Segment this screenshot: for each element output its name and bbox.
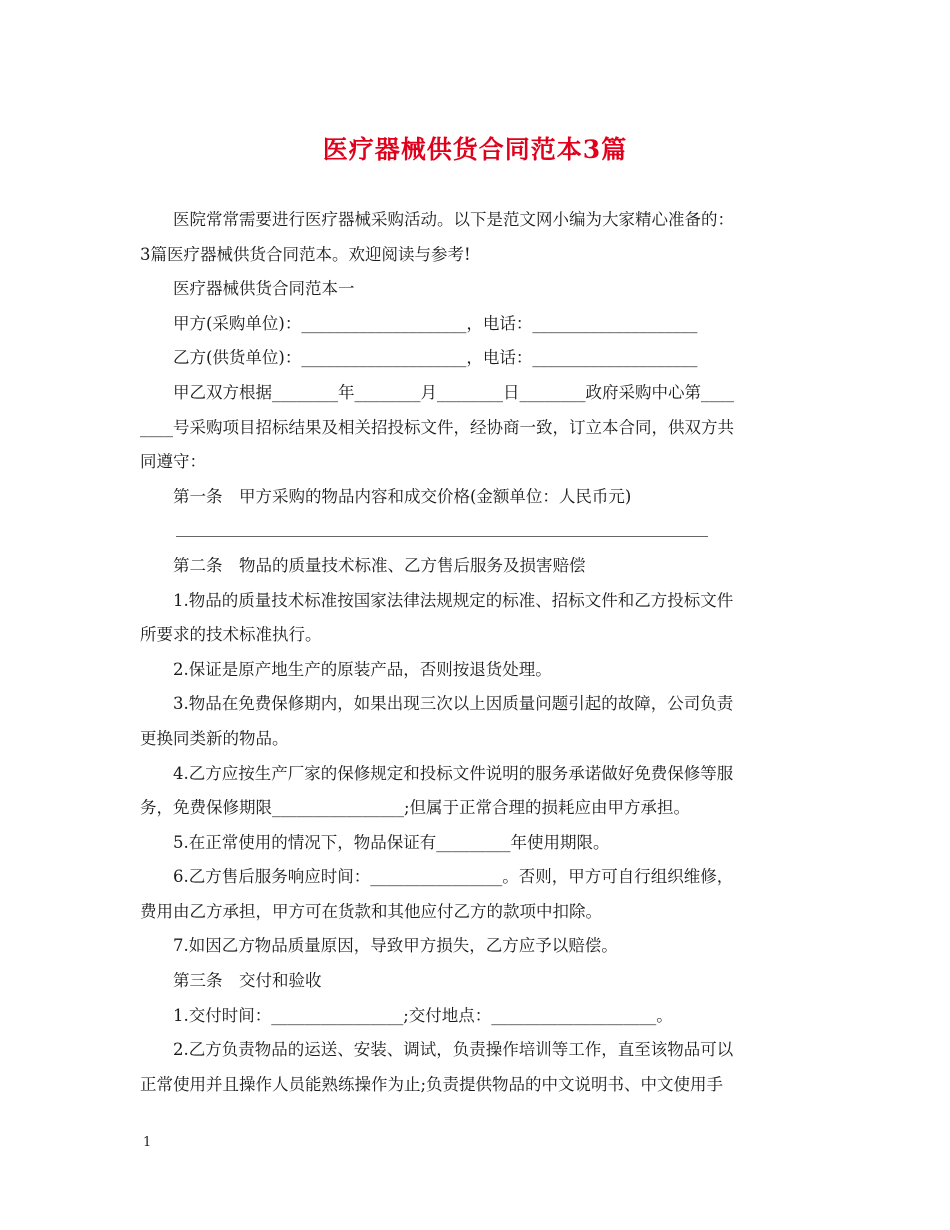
- page-number: 1: [143, 1135, 152, 1150]
- article-3-item-1: 1.交付时间：________________;交付地点：____________________。: [173, 1005, 673, 1025]
- article-2-item-1-line-2: 所要求的技术标准执行。: [140, 625, 322, 645]
- article-2-item-1-line-1: 1.物品的质量技术标准按国家法律法规规定的标准、招标文件和乙方投标文件: [173, 590, 734, 610]
- document-title: 医疗器械供货合同范本3篇: [322, 135, 628, 164]
- section-title: 医疗器械供货合同范本一: [173, 279, 355, 299]
- basis-line-3: 同遵守：: [140, 452, 206, 472]
- article-2-item-6-line-2: 费用由乙方承担，甲方可在货款和其他应付乙方的款项中扣除。: [140, 901, 602, 921]
- article-2-item-4-line-1: 4.乙方应按生产厂家的保修规定和投标文件说明的服务承诺做好免费保修等服: [173, 763, 734, 783]
- article-3-item-2-line-2: 正常使用并且操作人员能熟练操作为止;负责提供物品的中文说明书、中文使用手: [140, 1074, 724, 1094]
- article-3-heading: 第三条 交付和验收: [173, 971, 322, 991]
- article-2-item-4-line-2: 务，免费保修期限________________;但属于正常合理的损耗应由甲方承担。: [140, 798, 691, 818]
- basis-line-2: ____号采购项目招标结果及相关招投标文件，经协商一致，订立本合同，供双方共: [140, 417, 734, 437]
- article-2-heading: 第二条 物品的质量技术标准、乙方售后服务及损害赔偿: [173, 555, 586, 575]
- article-2-item-3-line-2: 更换同类新的物品。: [140, 728, 289, 748]
- article-1-heading: 第一条 甲方采购的物品内容和成交价格(金额单位：人民币元): [173, 486, 632, 506]
- party-b-line: 乙方(供货单位)：____________________，电话：____________________: [173, 348, 698, 368]
- intro-paragraph-line-2: 3篇医疗器械供货合同范本。欢迎阅读与参考!: [140, 244, 471, 264]
- blank-fill-line: [140, 514, 812, 549]
- party-a-line: 甲方(采购单位)：____________________，电话：____________________: [173, 313, 698, 333]
- basis-line-1: 甲乙双方根据________年________月________日________政府采购中心第____: [173, 382, 734, 402]
- article-2-item-7: 7.如因乙方物品质量原因，导致甲方损失，乙方应予以赔偿。: [173, 936, 618, 956]
- document-body: [140, 203, 812, 1102]
- article-2-item-6-line-1: 6.乙方售后服务响应时间：________________。否则，甲方可自行组织维修，: [173, 867, 734, 887]
- article-2-item-3-line-1: 3.物品在免费保修期内，如果出现三次以上因质量问题引起的故障，公司负责: [173, 694, 734, 714]
- article-3-item-2-line-1: 2.乙方负责物品的运送、安装、调试，负责操作培训等工作，直至该物品可以: [173, 1040, 734, 1060]
- article-2-item-5: 5.在正常使用的情况下，物品保证有_________年使用期限。: [173, 832, 610, 852]
- divider: [176, 536, 708, 537]
- intro-paragraph-line-1: 医院常常需要进行医疗器械采购活动。以下是范文网小编为大家精心准备的：: [173, 210, 734, 229]
- article-2-item-2: 2.保证是原产地生产的原装产品，否则按退货处理。: [173, 659, 552, 679]
